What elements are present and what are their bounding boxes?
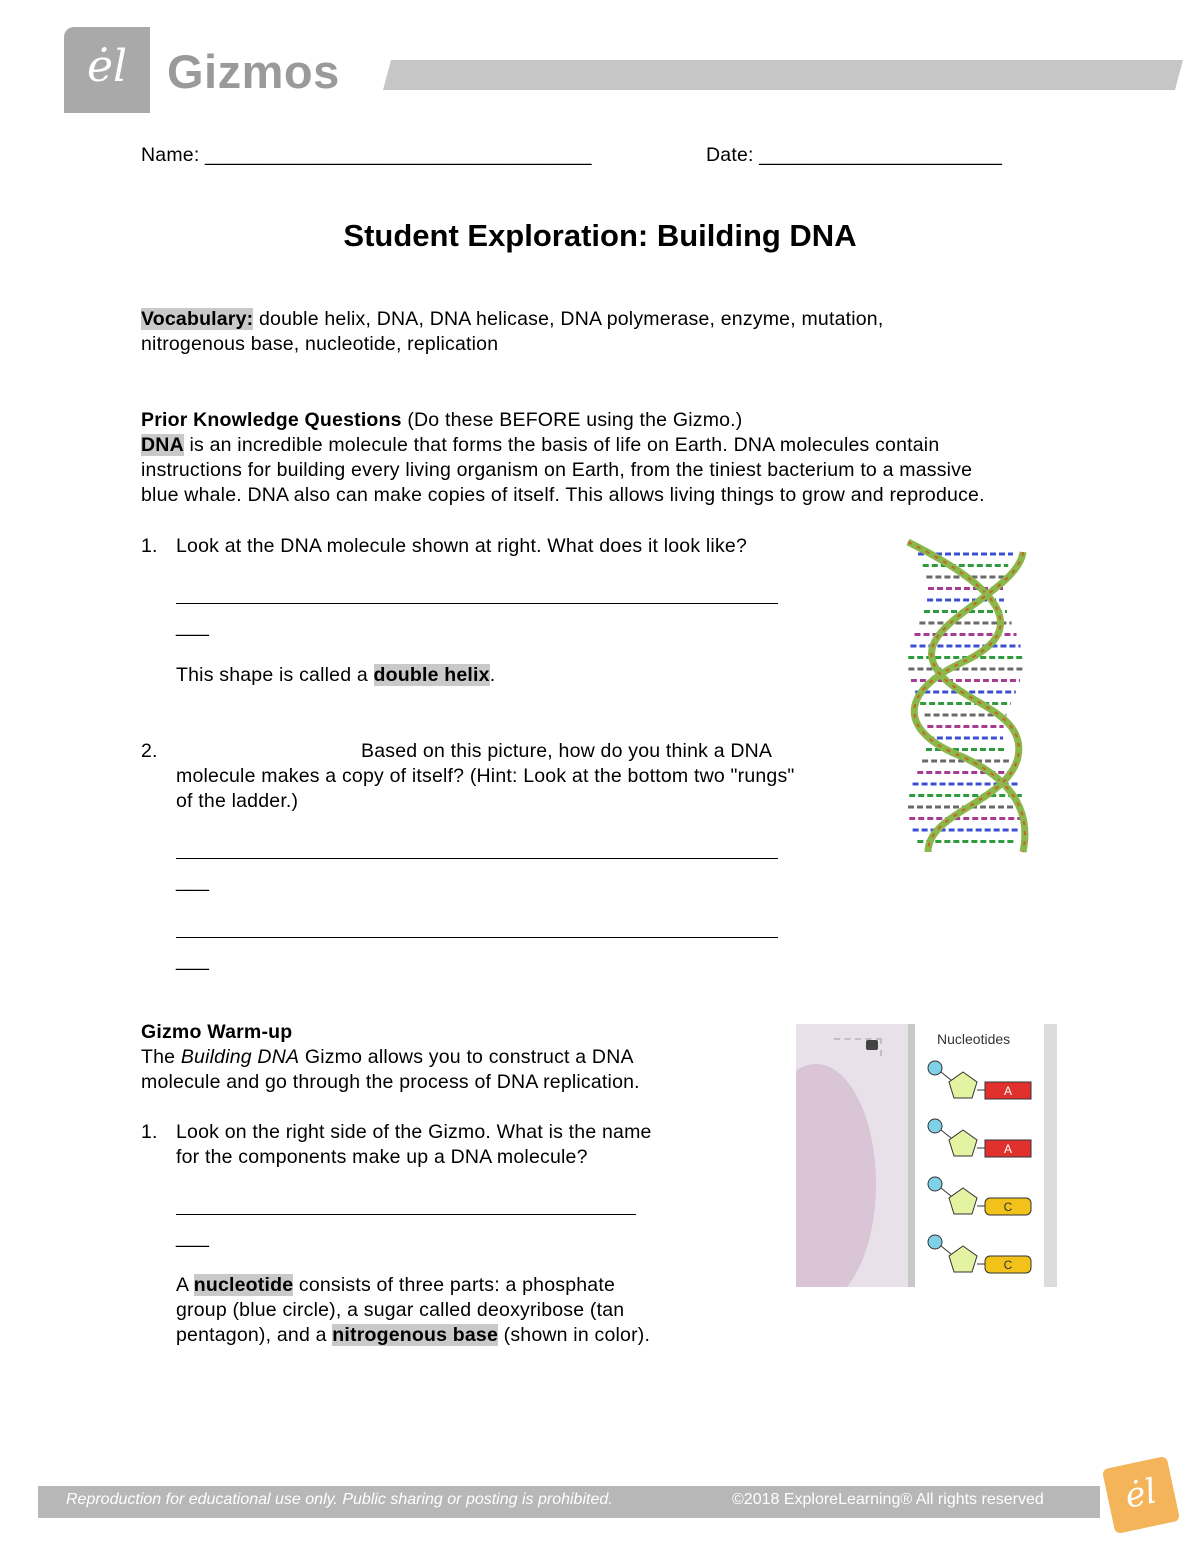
date-field[interactable]: Date: ______________________ — [706, 144, 1003, 166]
sugar-pentagon — [949, 1072, 977, 1098]
nucleotide-A[interactable] — [928, 1119, 1031, 1157]
prior-heading-note: (Do these BEFORE using the Gizmo.) — [401, 409, 743, 431]
answer-line[interactable] — [176, 858, 778, 859]
prior-para-line1 — [141, 433, 939, 458]
explorelearning-footer-logo — [1102, 1456, 1180, 1534]
nucleotides-title: Nucleotides — [937, 1031, 1011, 1047]
vocabulary-line2: nitrogenous base, nucleotide, replication — [141, 333, 499, 355]
answer-line-tail: ___ — [176, 949, 210, 971]
question-1-text: Look at the DNA molecule shown at right. What does it look like? — [176, 535, 748, 557]
sugar-pentagon — [949, 1246, 977, 1272]
prior-para-text: is an incredible molecule that forms the basis of life on Earth. DNA molecules contain — [183, 434, 940, 456]
sugar-pentagon — [949, 1188, 977, 1214]
gizmo-screenshot — [796, 1024, 1057, 1287]
question-2-line1: Based on this picture, how do you think a DNA — [361, 740, 773, 762]
warmup-question-1-number: 1. — [141, 1121, 158, 1143]
question-1-number: 1. — [141, 535, 158, 557]
vocabulary-label: Vocabulary: — [141, 308, 254, 330]
explorelearning-logo — [64, 27, 150, 113]
name-field[interactable]: Name: ___________________________________ — [141, 144, 592, 166]
header-bar — [383, 60, 1183, 90]
cell-background — [796, 1024, 911, 1287]
footer-disclaimer: Reproduction for educational use only. Public sharing or posting is prohibited. — [66, 1491, 613, 1508]
question-2-number: 2. — [141, 740, 158, 762]
note-text: This shape is called a — [176, 664, 374, 686]
phosphate-bond — [941, 1130, 951, 1138]
note-text: pentagon), and a — [176, 1324, 333, 1346]
warmup-text: Gizmo allows you to construct a DNA — [299, 1046, 634, 1068]
panel-divider — [908, 1024, 915, 1287]
vocabulary-terms: double helix, DNA, DNA helicase, DNA polymerase, enzyme, mutation, — [253, 308, 884, 330]
prior-heading-text: Prior Knowledge Questions — [141, 409, 402, 431]
base-label: A — [1003, 1084, 1013, 1098]
warmup-question-1-line1: Look on the right side of the Gizmo. What is the name — [176, 1121, 652, 1143]
double-helix-note — [176, 663, 495, 688]
answer-line[interactable] — [176, 603, 778, 604]
phosphate-circle — [928, 1235, 942, 1249]
scrollbar[interactable] — [1044, 1024, 1057, 1287]
warmup-heading: Gizmo Warm-up — [141, 1021, 293, 1043]
nucleotide-C[interactable] — [928, 1177, 1031, 1215]
warmup-line1 — [141, 1045, 634, 1070]
answer-line-tail: ___ — [176, 615, 210, 637]
gizmo-name: Building DNA — [180, 1046, 300, 1068]
phosphate-circle — [928, 1119, 942, 1133]
vocabulary-line1 — [141, 307, 883, 332]
nucleotide-C[interactable] — [928, 1235, 1031, 1273]
nucleotide-term: nucleotide — [193, 1274, 294, 1296]
sugar-pentagon — [949, 1130, 977, 1156]
base-label: C — [1003, 1258, 1013, 1272]
note-text: consists of three parts: a phosphate — [293, 1274, 616, 1296]
question-2-line3: of the ladder.) — [176, 790, 299, 812]
nucleotide-note-line3 — [176, 1323, 650, 1348]
phosphate-bond — [941, 1072, 951, 1080]
phosphate-bond — [941, 1188, 951, 1196]
camera-icon[interactable] — [866, 1040, 878, 1050]
warmup-line2: molecule and go through the process of DNA replication. — [141, 1071, 640, 1093]
note-text: A — [176, 1274, 194, 1296]
answer-line-tail: ___ — [176, 870, 210, 892]
prior-knowledge-heading — [141, 408, 743, 433]
phosphate-bond — [941, 1246, 951, 1254]
page-title: Student Exploration: Building DNA — [343, 218, 857, 253]
note-text: . — [489, 664, 496, 686]
base-label: A — [1003, 1142, 1013, 1156]
phosphate-circle — [928, 1177, 942, 1191]
warmup-text: The — [141, 1046, 181, 1068]
dna-double-helix-image — [888, 532, 1038, 857]
answer-line-tail: ___ — [176, 1226, 210, 1248]
answer-line[interactable] — [176, 937, 778, 938]
footer-copyright: ©2018 ExploreLearning® All rights reserved — [732, 1491, 1044, 1508]
nucleotide-note-line2: group (blue circle), a sugar called deoxyribose (tan — [176, 1299, 625, 1321]
nucleotide-A[interactable] — [928, 1061, 1031, 1099]
phosphate-circle — [928, 1061, 942, 1075]
base-label: C — [1003, 1200, 1013, 1214]
footer-logo-mark: ėl — [1121, 1471, 1161, 1517]
nucleotide-note-line1 — [176, 1273, 615, 1298]
note-text: (shown in color). — [498, 1324, 651, 1346]
nitrogenous-base-term: nitrogenous base — [332, 1324, 499, 1346]
dna-term: DNA — [141, 434, 184, 456]
warmup-question-1-line2: for the components make up a DNA molecule? — [176, 1146, 588, 1168]
answer-line[interactable] — [176, 1214, 636, 1215]
prior-para-line3: blue whale. DNA also can make copies of itself. This allows living things to grow and reproduce. — [141, 484, 985, 506]
brand-name: Gizmos — [167, 45, 340, 98]
prior-para-line2: instructions for building every living organism on Earth, from the tiniest bacterium to a massive — [141, 459, 973, 481]
nucleotide-list[interactable] — [921, 1054, 1041, 1284]
question-2-line2: molecule makes a copy of itself? (Hint: Look at the bottom two "rungs" — [176, 765, 795, 787]
logo-mark: ėl — [86, 41, 128, 92]
double-helix-term: double helix — [373, 664, 490, 686]
